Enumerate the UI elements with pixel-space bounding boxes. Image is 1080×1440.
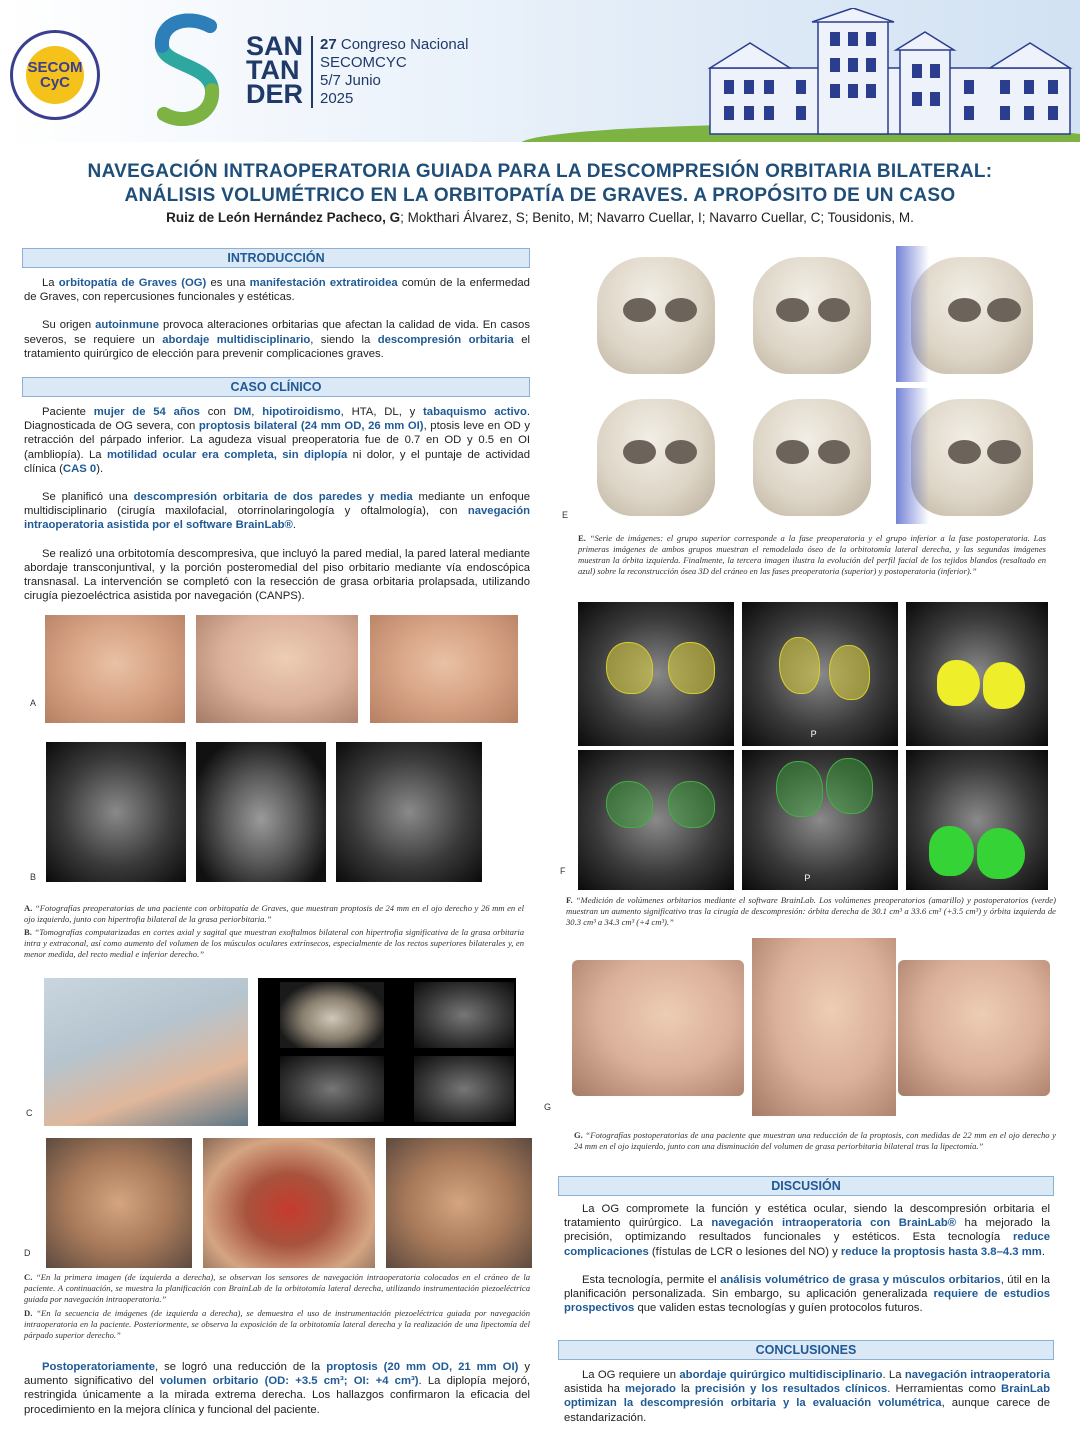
section-header-intro: INTRODUCCIÓN: [22, 248, 530, 268]
figure-f-label: F: [560, 866, 566, 876]
caption-d: [24, 1308, 530, 1341]
caption-f-label: F.: [566, 895, 573, 905]
figure-f-orientation-p-1: P: [810, 728, 817, 739]
section-header-discussion: DISCUSIÓN: [558, 1176, 1054, 1196]
caption-a-label: A.: [24, 903, 33, 913]
figure-d-orbitotomy-exposure-photo: [203, 1138, 375, 1268]
figure-e-preop-soft-tissue-profile: [896, 246, 1048, 382]
figure-f-postop-coronal-ct: [578, 750, 734, 890]
case-paragraph-2: Se planificó una descompresión orbitaria de dos paredes y media mediante un enfoque multidisciplinario (cirugía maxilofacial, otorrinolaringología y oftalmología), con navegación intraoperatoria asistida por el software BrainLab®.: [24, 491, 531, 532]
figure-e-preop-skull-right-orbit: [582, 246, 730, 382]
title-line-1: NAVEGACIÓN INTRAOPERATORIA GUIADA PARA LA DESCOMPRESIÓN ORBITARIA BILATERAL:: [87, 161, 993, 182]
intro-paragraph-1: La orbitopatía de Graves (OG) es una manifestación extratiroidea común de la enfermedad de Graves, con repercusiones funcionales y estéticas.: [24, 277, 530, 304]
figure-e-postop-skull-left-orbit: [738, 388, 886, 524]
figure-g-postop-photo-front: [752, 938, 896, 1116]
title-line-2: ANÁLISIS VOLUMÉTRICO EN LA ORBITOPATÍA DE GRAVES. A PROPÓSITO DE UN CASO: [124, 185, 956, 206]
figure-c-label: C: [26, 1108, 33, 1118]
figure-b-ct-sagittal-left: [336, 742, 482, 882]
congress-number: 27: [320, 36, 337, 53]
caption-c-text: “En la primera imagen (de izquierda a derecha), se observan los sensores de navegación intraoperatoria colocados en el cráneo de la paciente. A continuación, se muestra la planificación con BrainLab de la orbitotomía lateral derecha, utilizando instrumentación piezoeléctrica guiada por navegación intraoperatoria.”: [24, 1272, 530, 1304]
figure-d-label: D: [24, 1248, 31, 1258]
figure-d-piezo-instrument-photo: [46, 1138, 192, 1268]
logo-text-line2: CyC: [39, 74, 70, 91]
city-wordmark: [246, 31, 304, 109]
other-authors: ; Mokthari Álvarez, S; Benito, M; Navarro Cuellar, I; Navarro Cuellar, C; Tousidonis, M.: [400, 210, 914, 225]
section-header-case: CASO CLÍNICO: [22, 377, 530, 397]
caption-f: [566, 895, 1056, 928]
conclusions-paragraph: La OG requiere un abordaje quirúrgico multidisciplinario. La navegación intraoperatoria asistida ha mejorado la precisión y los resultados clínicos. Herramientas como BrainLab optimizan la descompresión orbitaria y la evaluación volumétrica, aunque carece de estandarización.: [564, 1369, 1050, 1424]
figure-a-label: A: [30, 698, 37, 708]
figure-b-ct-axial: [196, 742, 326, 882]
caption-c-label: C.: [24, 1272, 33, 1282]
figure-e-label: E: [562, 510, 569, 520]
figure-f-orientation-p-2: P: [804, 873, 811, 884]
discussion-text: [564, 1202, 1050, 1315]
caption-e-label: E.: [578, 533, 586, 543]
logo-text-line1: SECOM: [27, 59, 83, 76]
figure-a-photo-front: [196, 615, 358, 723]
section-header-conclusions: CONCLUSIONES: [558, 1340, 1054, 1360]
congress-dates: 5/7 Junio: [320, 72, 381, 89]
figure-f-postop-axial-ct: [742, 750, 898, 890]
caption-g: [574, 1130, 1056, 1152]
conclusions-text: [564, 1368, 1050, 1425]
case-paragraph-1: Paciente mujer de 54 años con DM, hipotiroidismo, HTA, DL, y tabaquismo activo. Diagnosticada de OG severa, con proptosis bilateral (24 mm OD, 26 mm OI), ptosis leve en OD y retracción del párpado inferior. La agudeza visual preoperatoria fue de 0.7 en OD y 0.5 en OI (ambliopía). La motilidad ocular era completa, sin diplopía ni dolor, y el puntaje de actividad clínica (CAS 0).: [24, 406, 531, 475]
caption-b: [24, 927, 524, 960]
figure-f-preop-volume-render: [906, 602, 1048, 746]
figure-f-preop-axial-ct: [742, 602, 898, 746]
figure-b-ct-sagittal-right: [46, 742, 186, 882]
city-line-1: SAN: [246, 31, 304, 61]
caption-e: [578, 533, 1046, 577]
figure-e-postop-soft-tissue-profile: [896, 388, 1048, 524]
secomcyc-logo: [10, 30, 100, 120]
figure-e-preop-skull-left-orbit: [738, 246, 886, 382]
authors-line: [20, 210, 1060, 225]
caption-b-label: B.: [24, 927, 32, 937]
caption-a-text: “Fotografías preoperatorias de una paciente con orbitopatía de Graves, que muestran proptosis de 24 mm en el ojo derecho y 26 mm en el ojo izquierdo, junto con hipertrofia bilateral de la grasa periorbitaria.”: [24, 903, 524, 924]
figure-f-postop-volume-render: [906, 750, 1048, 890]
intro-paragraph-2: Su origen autoinmune provoca alteraciones orbitarias que afectan la calidad de vida. En casos severos, se requiere un abordaje multidisciplinario, siendo la descompresión orbitaria el tratamiento quirúrgico de elección para prevenir complicaciones graves.: [24, 319, 531, 360]
postoperative-text: [24, 1360, 530, 1417]
figure-g-postop-photo-right-profile: [898, 960, 1050, 1096]
caption-d-label: D.: [24, 1308, 33, 1318]
header-banner: [0, 0, 1080, 142]
congress-year: 2025: [320, 90, 354, 107]
figure-a-photo-right: [370, 615, 518, 723]
city-line-2: TAN: [246, 55, 300, 85]
poster-title: [20, 160, 1060, 208]
figure-f-preop-coronal-ct: [578, 602, 734, 746]
figure-d-lipectomy-photo: [386, 1138, 532, 1268]
caption-g-label: G.: [574, 1130, 583, 1140]
figure-g-postop-photo-left-profile: [572, 960, 744, 1096]
caption-g-text: “Fotografías postoperatorias de una paciente que muestran una reducción de la proptosis, con medidas de 22 mm en el ojo derecho y 24 mm en el ojo izquierdo, junto con una disminución del volumen de grasa periorbitaria bilateral tras la lipectomía.”: [574, 1130, 1056, 1151]
header-divider: [311, 36, 313, 108]
caption-a: [24, 903, 524, 925]
postoperative-paragraph: Postoperatoriamente, se logró una reducción de la proptosis (20 mm OD, 21 mm OI) y aumento significativo del volumen orbitario (OD: +3.5 cm³; OI: +4 cm³). La diplopía mejoró, restringida únicamente a la mirada extrema derecha. Los hallazgos confirmaron la eficacia del procedimiento en la mejora clínica y funcional del paciente.: [24, 1361, 530, 1416]
city-line-3: DER: [246, 79, 304, 109]
discussion-paragraph-2: Esta tecnología, permite el análisis volumétrico de grasa y músculos orbitarios, útil en la planificación personalizada. Sin embargo, su aplicación generalizada requiere de estudios prospectivos que validen estas tecnologías y guíen protocolos futuros.: [564, 1273, 1050, 1315]
caption-c: [24, 1272, 530, 1305]
figure-e-postop-skull-right-orbit: [582, 388, 730, 524]
figure-b-label: B: [30, 872, 37, 882]
caption-b-text: “Tomografías computarizadas en cortes axial y sagital que muestran exoftalmos bilateral con hipertrofia significativa de la grasa orbitaria intra y extraconal, así como aumento del volumen de los músculos oculares extrínsecos, especialmente de los rectos superiores bilaterales y, en menor medida, del recto medial e inferior derecho.”: [24, 927, 524, 959]
caption-e-text: “Serie de imágenes: el grupo superior corresponde a la fase preoperatoria y el grupo inferior a la fase postoperatoria. Las primeras imágenes de ambos grupos muestran el remodelado óseo de la orbitotomía lateral derecha, y las segundas imágenes muestran la órbita izquierda. Finalmente, la tercera imagen ilustra la evolución del perfil facial de los tejidos blandos (resaltado en azul) sobre la reconstrucción ósea 3D del cráneo en las fases preoperatoria (superior) y postoperatoria (inferior).”: [578, 533, 1047, 576]
case-text: [24, 405, 530, 603]
figure-g-label: G: [544, 1102, 552, 1112]
discussion-paragraph-1: La OG compromete la función y estética ocular, siendo la descompresión orbitaria el tratamiento quirúrgico. La navegación intraoperatoria con BrainLab® ha mejorado la precisión, optimizando resultados funcionales y estéticos. Esta tecnología reduce complicaciones (fístulas de LCR o lesiones del NO) y reduce la proptosis hasta 3.8–4.3 mm.: [564, 1203, 1050, 1258]
congress-name: Congreso Nacional: [340, 36, 469, 53]
congress-org: SECOMCYC: [320, 54, 407, 71]
first-author: Ruiz de León Hernández Pacheco, G: [166, 210, 401, 225]
figure-c-brainlab-planning-screen: [258, 978, 516, 1126]
caption-f-text: “Medición de volúmenes orbitarios mediante el software BrainLab. Los volúmenes preoperatorios (amarillo) y postoperatorios (verde) muestran un aumento significativo tras la cirugía de descompresión: órbita derecha de 30.1 cm³ a 33.6 cm³ (+3.5 cm³) y órbita izquierda de 30.3 cm³ a 34.3 cm³ (+4 cm³).”: [566, 895, 1056, 927]
palace-illustration: [700, 8, 1080, 138]
santander-s-logo: [148, 12, 228, 130]
case-paragraph-3: Se realizó una orbitotomía descompresiva, que incluyó la pared medial, la pared lateral mediante abordaje transconjuntival, y la porción posteromedial del piso orbitario mediante vía endoscópica transnasal. La intervención se completó con la resección de grasa orbitaria prolapsada, utilizando cirugía piezoeléctrica asistida por navegación (CANPS).: [24, 547, 530, 603]
figure-c-navigation-sensors-photo: [44, 978, 248, 1126]
intro-text: [24, 276, 530, 361]
figure-a-photo-left: [45, 615, 185, 723]
caption-d-text: “En la secuencia de imágenes (de izquierda a derecha), se demuestra el uso de instrumentación piezoeléctrica guiada por navegación intraoperatoria en la paciente. Posteriormente, se observa la exposición de la orbitotomía lateral derecha y la realización de una lipectomía del párpado superior derecho.”: [24, 1308, 531, 1340]
congress-info: [320, 36, 468, 108]
